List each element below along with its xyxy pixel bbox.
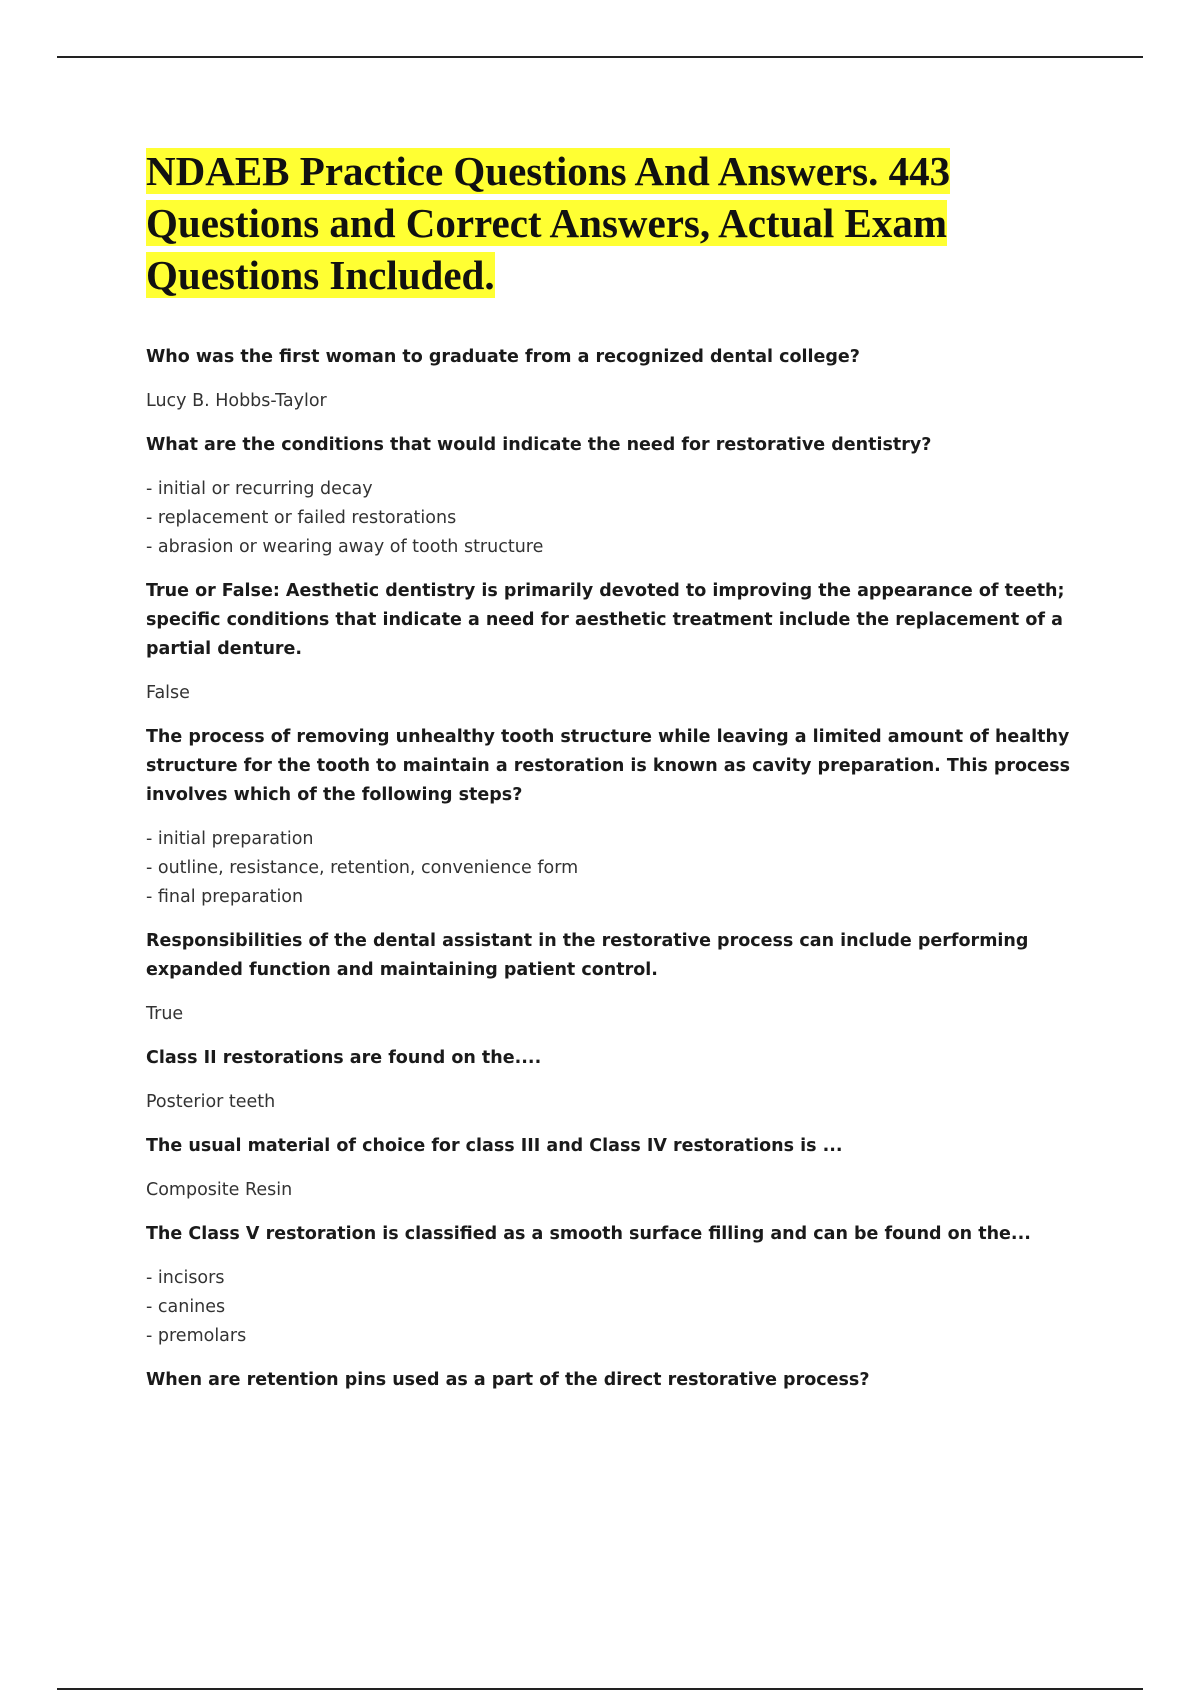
document-title [146, 145, 1098, 301]
answer-list-item: - outline, resistance, retention, convenience form [146, 858, 579, 878]
answer-list-item: - abrasion or wearing away of tooth structure [146, 537, 544, 557]
answer-list-item: - replacement or failed restorations [146, 508, 457, 528]
answer-text: Posterior teeth [146, 1092, 276, 1112]
question-text: When are retention pins used as a part of the direct restorative process? [146, 1370, 870, 1390]
answer-list-item: - initial preparation [146, 829, 314, 849]
qa-item [146, 431, 1098, 562]
question-text: The process of removing unhealthy tooth structure while leaving a limited amount of healthy structure for the tooth to maintain a restoration is known as cavity preparation. This process involves which of the following steps? [146, 727, 1071, 805]
qa-item [146, 1132, 1098, 1205]
qa-item [146, 343, 1098, 416]
question-text: Class II restorations are found on the.... [146, 1048, 542, 1068]
question-text: Responsibilities of the dental assistant in the restorative process can include performing expanded function and maintaining patient control. [146, 931, 1029, 980]
bottom-rule [57, 1688, 1143, 1690]
question-text: True or False: Aesthetic dentistry is primarily devoted to improving the appearance of teeth; specific conditions that indicate a need for aesthetic treatment include the replacement of a partial denture. [146, 581, 1065, 659]
qa-item [146, 927, 1098, 1029]
answer-list-item: - premolars [146, 1326, 247, 1346]
qa-item [146, 577, 1098, 708]
question-text: The Class V restoration is classified as a smooth surface filling and can be found on the... [146, 1224, 1031, 1244]
answer-text: True [146, 1004, 184, 1024]
answer-list-item: - incisors [146, 1268, 225, 1288]
qa-item [146, 1366, 1098, 1395]
document-body [146, 145, 1098, 1410]
answer-text: Composite Resin [146, 1180, 293, 1200]
answer-list [146, 1264, 1098, 1351]
answer-list-item: - final preparation [146, 887, 304, 907]
question-text: The usual material of choice for class III and Class IV restorations is ... [146, 1136, 843, 1156]
answer-list [146, 825, 1098, 912]
qa-item [146, 1220, 1098, 1351]
top-rule [57, 56, 1143, 58]
question-text: Who was the first woman to graduate from a recognized dental college? [146, 347, 860, 367]
qa-item [146, 1044, 1098, 1117]
question-text: What are the conditions that would indicate the need for restorative dentistry? [146, 435, 932, 455]
title-highlight: NDAEB Practice Questions And Answers. 443 Questions and Correct Answers, Actual Exam Questions Included. [146, 148, 951, 298]
answer-list-item: - canines [146, 1297, 226, 1317]
qa-item [146, 723, 1098, 912]
answer-list-item: - initial or recurring decay [146, 479, 373, 499]
answer-list [146, 475, 1098, 562]
answer-text: Lucy B. Hobbs-Taylor [146, 391, 327, 411]
answer-text: False [146, 683, 190, 703]
